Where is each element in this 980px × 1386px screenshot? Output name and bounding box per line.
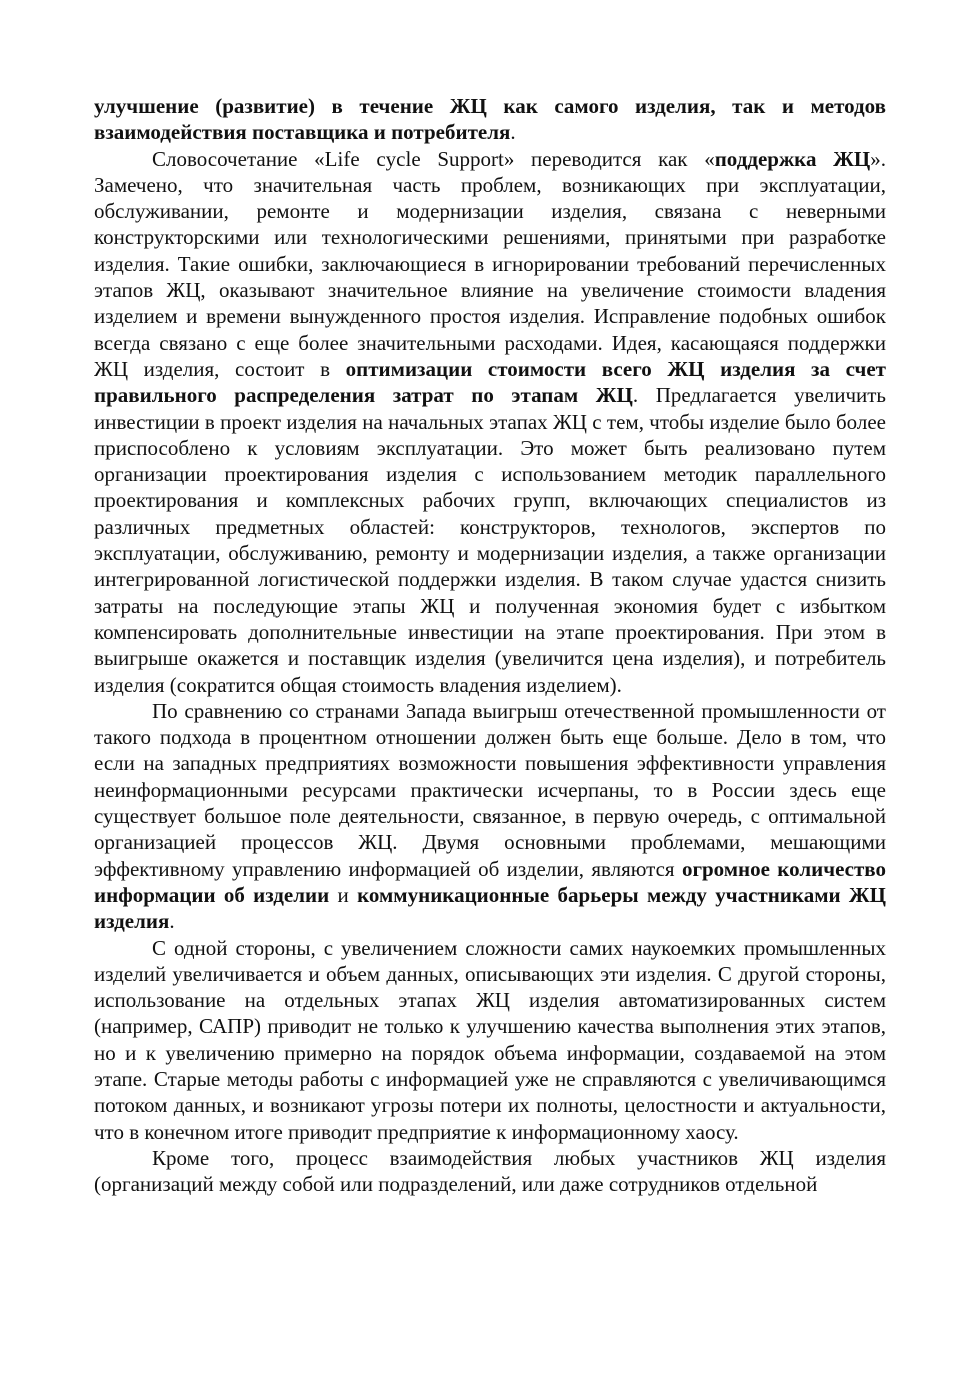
bold-text: коммуникационные барьеры между участниками ЖЦ изделия [94, 882, 886, 934]
paragraph [94, 146, 886, 698]
paragraph [94, 1145, 886, 1198]
text: . Предлагается увеличить инвестиции в проект изделия на начальных этапах ЖЦ с тем, чтобы изделие было более приспособлено к условиям эксплуатации. Это может быть реализовано путем организации проектирования изделия с использованием методик параллельного проектирования и комплексных рабочих групп, включающих специалистов из различных предметных областей: конструкторов, технологов, экспертов по эксплуатации, обслуживанию, ремонту и модернизации изделия, а также организации интегрированной логистической поддержки изделия. В таком случае удастся снизить затраты на последующие этапы ЖЦ и полученная экономия будет с избытком компенсировать дополнительные инвестиции на этапе проектирования. При этом в выигрыше окажется и поставщик изделия (увеличится цена изделия), и потребитель изделия (сократится общая стоимость владения изделием). [94, 383, 887, 697]
bold-text: огромное количество информации об изделии [94, 856, 886, 907]
paragraph [94, 93, 886, 146]
text: . [510, 120, 516, 145]
text: Кроме того, процесс взаимодействия любых участников ЖЦ изделия (организаций между собой или подразделений, или даже сотрудников отдельной [94, 1145, 886, 1197]
text: и [329, 882, 358, 907]
text: Словосочетание «Life cycle Support» переводится как « [152, 146, 715, 171]
text: . [169, 909, 175, 934]
text: ». Замечено, что значительная часть проблем, возникающих при эксплуатации, обслуживании, ремонте и модернизации изделия, связана с неверными конструкторскими или технологическими решениями, принятыми при разработке изделия. Такие ошибки, заключающиеся в игнорировании требований перечисленных этапов ЖЦ, оказывают значительное влияние на увеличение стоимости владения изделием и времени вынужденного простоя изделия. Исправление подобных ошибок всегда связано с еще более значительными расходами. Идея, касающаяся поддержки ЖЦ изделия, состоит в [94, 146, 886, 381]
text: По сравнению со странами Запада выигрыш отечественной промышленности от такого подхода в процентном отношении должен быть еще больше. Дело в том, что если на западных предприятиях возможности повышения эффективности управления неинформационными ресурсами практически исчерпаны, то в России здесь еще существует большое поле деятельности, связанное, в первую очередь, с оптимальной организацией процессов ЖЦ. Двумя основными проблемами, мешающими эффективному управлению информацией об изделии, являются [94, 698, 886, 881]
bold-text: оптимизации стоимости всего ЖЦ изделия за счет правильного распределения затрат по этапам ЖЦ [94, 356, 886, 408]
bold-text: улучшение (развитие) в течение ЖЦ как самого изделия, так и методов взаимодействия поставщика и потребителя [94, 94, 886, 145]
text: С одной стороны, с увеличением сложности самих наукоемких промышленных изделий увеличивается и объем данных, описывающих эти изделия. С другой стороны, использование на отдельных этапах ЖЦ изделия автоматизированных систем (например, САПР) приводит не только к улучшению качества выполнения этих этапов, но и к увеличению примерно на порядок объема информации, создаваемой на этом этапе. Старые методы работы с информацией уже не справляются с увеличивающимся потоком данных, и возникают угрозы потери их полноты, целостности и актуальности, что в конечном итоге приводит предприятие к информационному хаосу. [94, 935, 886, 1144]
bold-text: поддержка ЖЦ [714, 146, 871, 171]
paragraph [94, 698, 886, 935]
paragraph [94, 935, 886, 1145]
document-page [94, 93, 886, 1197]
